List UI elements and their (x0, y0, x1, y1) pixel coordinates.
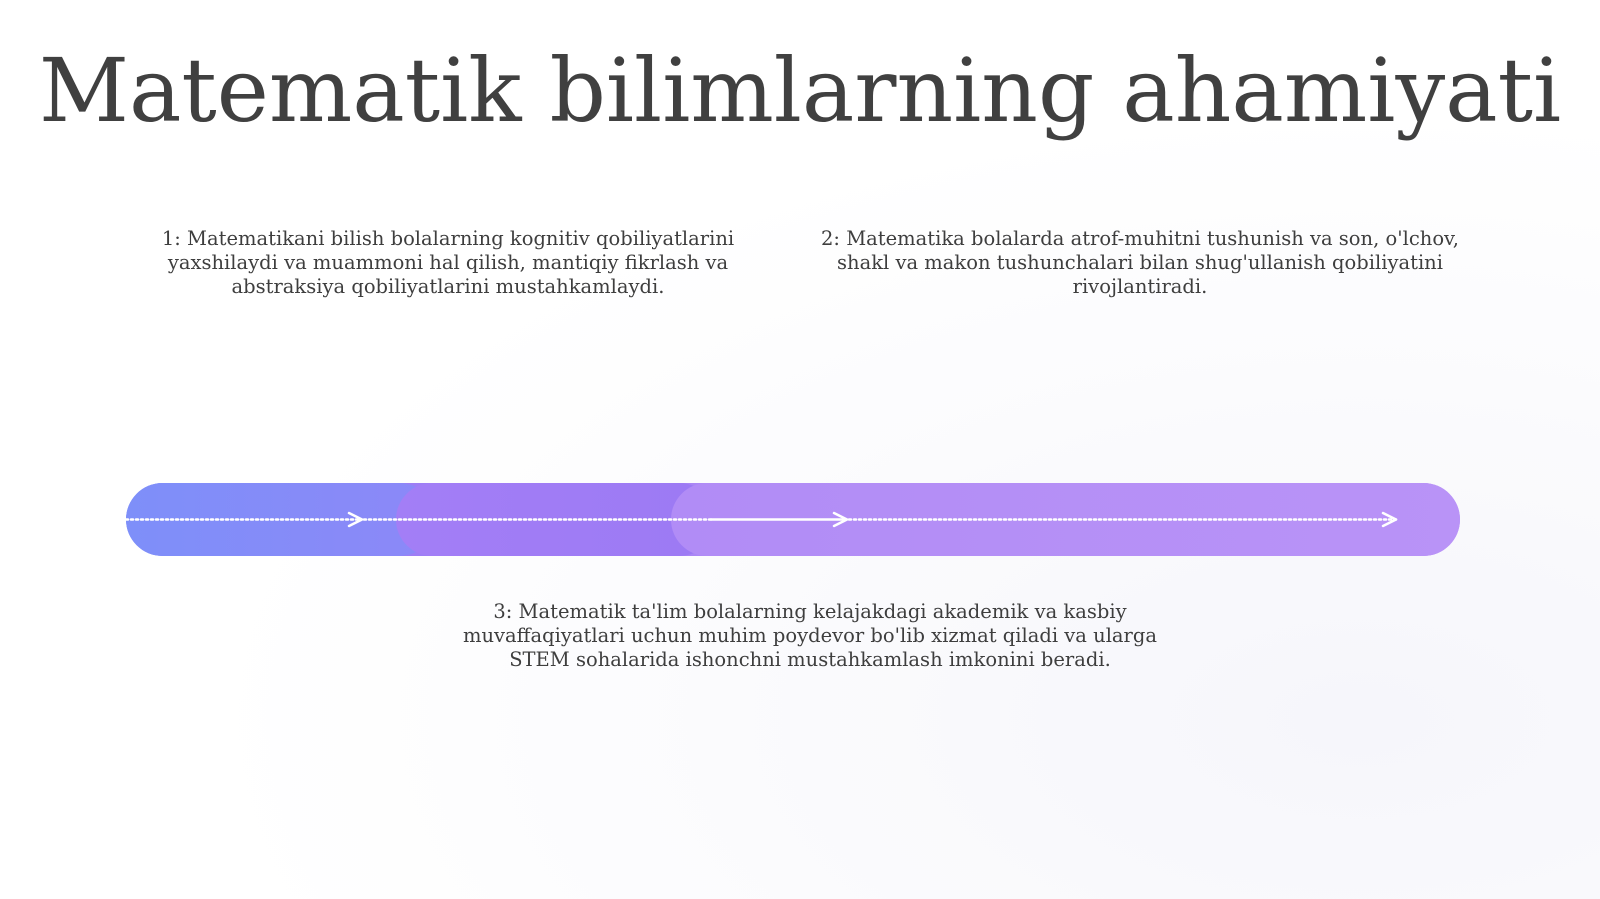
point-3-text: 3: Matematik ta'lim bolalarning kelajakdagi akademik va kasbiy muvaffaqiyatlari uchun muhim poydevor bo'lib xizmat qiladi va ularga STEM sohalarida ishonchni mustahkamlash imkonini beradi. (462, 600, 1157, 671)
slide-title: Matematik bilimlarning ahamiyati (38, 39, 1562, 142)
point-1-text: 1: Matematikani bilish bolalarning kognitiv qobiliyatlarini yaxshilaydi va muammoni hal qilish, mantiqiy fikrlash va abstraksiya qobiliyatlarini mustahkamlaydi. (161, 227, 735, 298)
timeline-bar (126, 483, 1460, 556)
timeline-graphic (126, 483, 1460, 556)
point-2-text: 2: Matematika bolalarda atrof-muhitni tushunish va son, o'lchov, shakl va makon tushunchalari bilan shug'ullanish qobiliyatini rivojlantiradi. (821, 227, 1459, 298)
